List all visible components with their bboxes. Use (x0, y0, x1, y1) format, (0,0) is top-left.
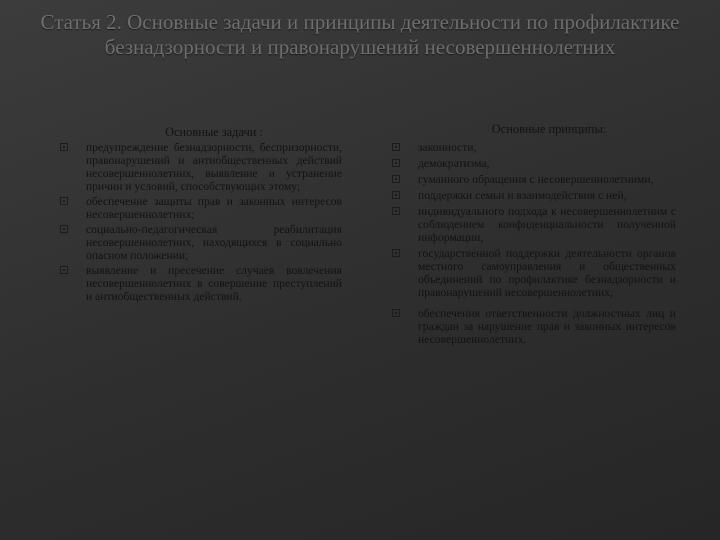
list-item (60, 141, 342, 193)
list-item (60, 223, 342, 262)
list-item (392, 205, 676, 244)
list-item-text: гуманного обращения с несовершеннолетними, (418, 173, 654, 186)
list-item-text: индивидуального подхода к несовершеннолетним с соблюдением конфиденциальности полученной информации, (418, 205, 676, 244)
tasks-heading: Основные задачи : (165, 125, 263, 139)
list-item (392, 157, 676, 170)
square-bullet-icon (392, 249, 400, 257)
square-bullet-icon (60, 225, 68, 233)
list-item-text: обеспечение защиты прав и законных интересов несовершеннолетних; (86, 195, 342, 221)
square-bullet-icon (60, 266, 68, 274)
list-item (392, 189, 676, 202)
square-bullet-icon (392, 207, 400, 215)
square-bullet-icon (60, 197, 68, 205)
square-bullet-icon (392, 143, 400, 151)
list-item-text: предупреждение безнадзорности, беспризорности, правонарушений и антиобщественных действий несовершеннолетних, выявление и устранение причин и условий, способствующих этому; (86, 141, 342, 193)
square-bullet-icon (392, 191, 400, 199)
slide-title: Статья 2. Основные задачи и принципы деятельности по профилактике безнадзорности и правонарушений несовершеннолетних (40, 10, 680, 59)
list-item (392, 173, 676, 186)
list-item-text: демократизма, (418, 157, 490, 170)
principles-list (392, 141, 676, 346)
tasks-list (60, 141, 342, 303)
square-bullet-icon (392, 175, 400, 183)
list-item (392, 307, 676, 346)
list-item-text: государственной поддержки деятельности органов местного самоуправления и общественных объединений по профилактике безнадзорности и правонарушений несовершеннолетних, (418, 247, 676, 299)
square-bullet-icon (392, 309, 400, 317)
square-bullet-icon (392, 159, 400, 167)
principles-column (392, 116, 676, 349)
list-item-text: обеспечения ответственности должностных лиц и граждан за нарушение прав и законных интересов несовершеннолетних. (418, 307, 676, 346)
principles-heading: Основные принципы: (491, 122, 607, 136)
list-item (392, 141, 676, 154)
square-bullet-icon (60, 143, 68, 151)
list-item (60, 195, 342, 221)
list-item (392, 247, 676, 299)
list-item-text: законности, (418, 141, 477, 154)
list-item-text: социально-педагогическая реабилитация несовершеннолетних, находящихся в социально опасном положении; (86, 223, 342, 262)
tasks-column (60, 116, 342, 305)
list-item (60, 264, 342, 303)
list-item-text: выявление и пресечение случаев вовлечения несовершеннолетних в совершение преступлений и антиобщественных действий. (86, 264, 342, 303)
list-item-text: поддержки семьи и взаимодействия с ней, (418, 189, 627, 202)
